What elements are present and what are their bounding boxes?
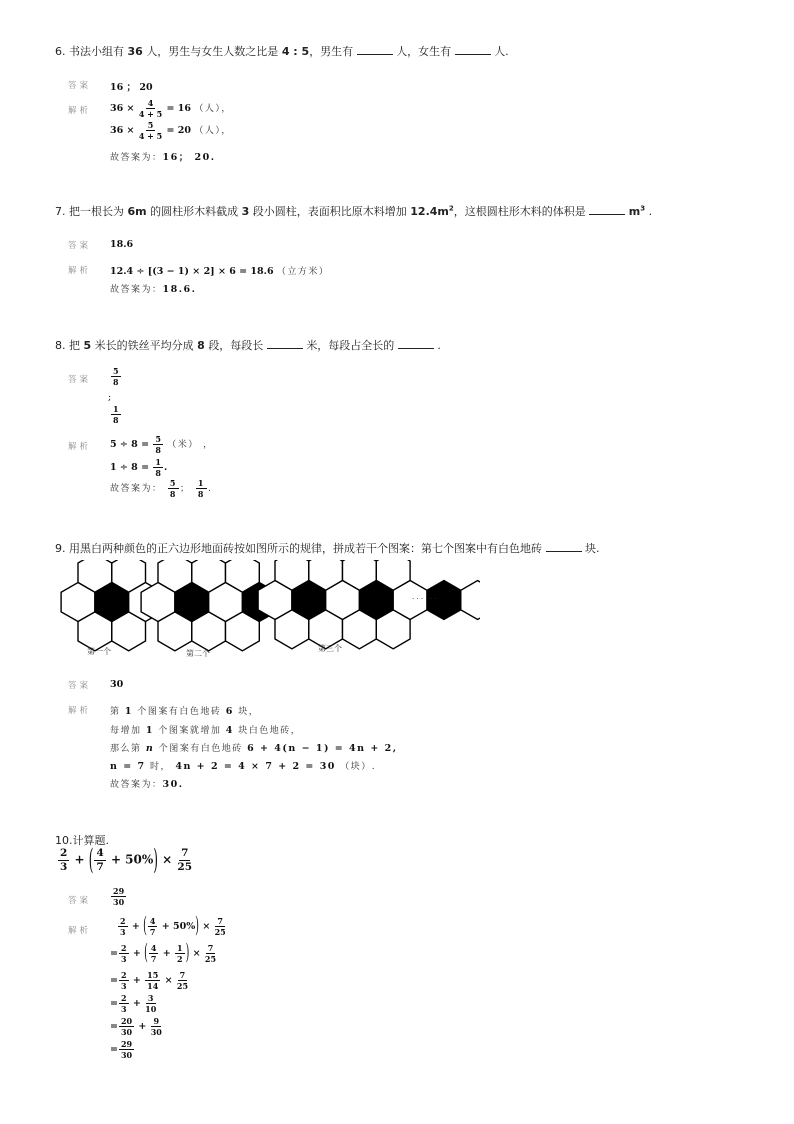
fraction: $\frac{7}{25}$ bbox=[177, 847, 193, 873]
q8-answer-1 bbox=[110, 367, 122, 386]
q8-question: 8. 把 5 米长的铁丝平均分成 8 段，每段长 米，每段占全长的 . bbox=[55, 339, 441, 352]
q10-step-2: = $\frac{2}{3}$ + ( $\frac{4}{7}$ + $\frac{1}{2}$ ) × $\frac{7}{25}$ bbox=[110, 940, 217, 967]
fraction: $\frac{2}{3}$ bbox=[120, 943, 127, 964]
fraction: $\frac{5}{4 + 5}$ bbox=[138, 120, 163, 141]
white-hexagon-tile bbox=[461, 581, 480, 620]
hexagon-tile-figure bbox=[0, 560, 480, 660]
answer-label: 答案 bbox=[68, 896, 92, 906]
analysis-label: 解析 bbox=[68, 442, 92, 452]
fraction: $\frac{4}{7}$ bbox=[150, 943, 157, 964]
q10-expression: $\frac{2}{3}$ + ( $\frac{4}{7}$ + 50%) × $\frac{7}{25}$ bbox=[60, 843, 193, 877]
q7-step-1: 12.4 ÷ [(3 − 1) × 2] × 6 = 18.6 （立方米） bbox=[110, 266, 330, 277]
q8-answer-2 bbox=[110, 405, 122, 424]
q7-question: 7. 把一根长为 6m 的圆柱形木料截成 3 段小圆柱，表面积比原木料增加 $12.4m^2$，这根圆柱形木料的体积是 $m^3$ . bbox=[55, 204, 653, 218]
q6-step-2: 36 × $\frac{5}{4 + 5}$ = 20 （人）， bbox=[110, 120, 232, 141]
q9-step-2: 每增加 1 个图案就增加 4 块白色地砖， bbox=[110, 725, 302, 736]
fraction: $\frac{20}{30}$ bbox=[120, 1016, 133, 1037]
q10-step-3: = $\frac{2}{3}$ + $\frac{15}{14}$ × $\frac{7}{25}$ bbox=[110, 970, 189, 991]
answer-blank bbox=[455, 45, 491, 55]
fraction: $\frac{2}{3}$ bbox=[120, 993, 127, 1014]
q6-number: 6. bbox=[55, 45, 66, 58]
analysis-label: 解析 bbox=[68, 106, 92, 116]
q9-step-3: 那么第 n 个图案有白色地砖 6 + 4(n − 1) = 4n + 2, bbox=[110, 743, 398, 754]
q10-step-1: $\frac{2}{3}$ + ( $\frac{4}{7}$ + 50%) × $\frac{7}{25}$ bbox=[120, 913, 226, 940]
q9-answer: 30 bbox=[110, 679, 124, 690]
q7-answer: 18.6 bbox=[110, 239, 134, 250]
q10-step-4: = $\frac{2}{3}$ + $\frac{3}{10}$ bbox=[110, 993, 157, 1014]
analysis-label: 解析 bbox=[68, 266, 92, 276]
q10-step-6: = $\frac{29}{30}$ bbox=[110, 1039, 133, 1060]
figure-label-3: 第三个 bbox=[318, 644, 342, 653]
hexagon-group bbox=[61, 560, 480, 651]
analysis-label: 解析 bbox=[68, 706, 92, 716]
answer-blank bbox=[589, 205, 625, 215]
fraction: $\frac{3}{10}$ bbox=[145, 993, 157, 1014]
fraction: $\frac{4}{7}$ bbox=[96, 847, 104, 873]
fraction: $\frac{7}{25}$ bbox=[204, 943, 217, 964]
q9-step-1: 第 1 个图案有白色地砖 6 块， bbox=[110, 706, 260, 717]
fraction: $\frac{5}{8}$ bbox=[169, 478, 177, 499]
answer-label: 答案 bbox=[68, 681, 92, 691]
q7-conclusion: 故答案为：18.6. bbox=[110, 284, 197, 295]
q6-question: 6. 书法小组有 36 人，男生与女生人数之比是 4 : 5，男生有 人，女生有 人. bbox=[55, 45, 509, 58]
q10-step-5: = $\frac{20}{30}$ + $\frac{9}{30}$ bbox=[110, 1016, 162, 1037]
figure-label-2: 第二个 bbox=[186, 649, 210, 658]
fraction: $\frac{9}{30}$ bbox=[150, 1016, 162, 1037]
fraction: $\frac{1}{2}$ bbox=[177, 943, 183, 964]
fraction: $\frac{29}{30}$ bbox=[120, 1039, 133, 1060]
q10-answer bbox=[110, 887, 127, 906]
q8-step-2: 1 ÷ 8 = $\frac{1}{8}$ . bbox=[110, 457, 168, 478]
answer-label: 答案 bbox=[68, 375, 92, 385]
q8-answer-separator: ; bbox=[108, 392, 112, 403]
fraction: $\frac{1}{8}$ bbox=[155, 457, 161, 478]
q8-step-1: 5 ÷ 8 = $\frac{5}{8}$ （米） ， bbox=[110, 434, 214, 455]
figure-label-1: 第一个 bbox=[87, 647, 111, 656]
q10-question: 10.计算题. bbox=[55, 834, 109, 847]
fraction: $\frac{1}{8}$ bbox=[113, 404, 119, 425]
q9-question: 9. 用黑白两种颜色的正六边形地面砖按如图所示的规律，拼成若干个图案：第七个图案中有白色地砖 块. bbox=[55, 542, 600, 555]
fraction: $\frac{5}{8}$ bbox=[155, 434, 161, 455]
q6-conclusion: 故答案为：16； 20. bbox=[110, 152, 216, 163]
q9-step-4: n = 7 时， 4n + 2 = 4 × 7 + 2 = 30 （块）. bbox=[110, 761, 377, 772]
answer-label: 答案 bbox=[68, 81, 92, 91]
answer-blank bbox=[546, 542, 582, 552]
fraction: $\frac{7}{25}$ bbox=[176, 970, 189, 991]
q6-step-1: 36 × $\frac{4}{4 + 5}$ = 16 （人）， bbox=[110, 98, 232, 119]
q6-answer: 16 ； 20 bbox=[110, 82, 153, 93]
fraction: $\frac{7}{25}$ bbox=[214, 916, 226, 937]
fraction: $\frac{2}{3}$ bbox=[120, 916, 126, 937]
fraction: $\frac{1}{8}$ bbox=[197, 478, 205, 499]
figure-ellipsis: · · · · · · bbox=[412, 595, 437, 603]
fraction: $\frac{4}{4 + 5}$ bbox=[138, 98, 163, 119]
answer-blank bbox=[398, 339, 434, 349]
fraction: $\frac{5}{8}$ bbox=[113, 366, 119, 387]
answer-blank bbox=[357, 45, 393, 55]
fraction: $\frac{2}{3}$ bbox=[60, 847, 68, 873]
q8-conclusion: 故答案为： $\frac{5}{8}$ ； $\frac{1}{8}$ . bbox=[110, 478, 213, 499]
answer-label: 答案 bbox=[68, 241, 92, 251]
fraction: $\frac{4}{7}$ bbox=[149, 916, 156, 937]
q9-conclusion: 故答案为：30. bbox=[110, 779, 184, 790]
fraction: $\frac{2}{3}$ bbox=[120, 970, 127, 991]
fraction: $\frac{29}{30}$ bbox=[113, 886, 125, 907]
answer-blank bbox=[267, 339, 303, 349]
analysis-label: 解析 bbox=[68, 926, 92, 936]
fraction: $\frac{15}{14}$ bbox=[147, 970, 159, 991]
